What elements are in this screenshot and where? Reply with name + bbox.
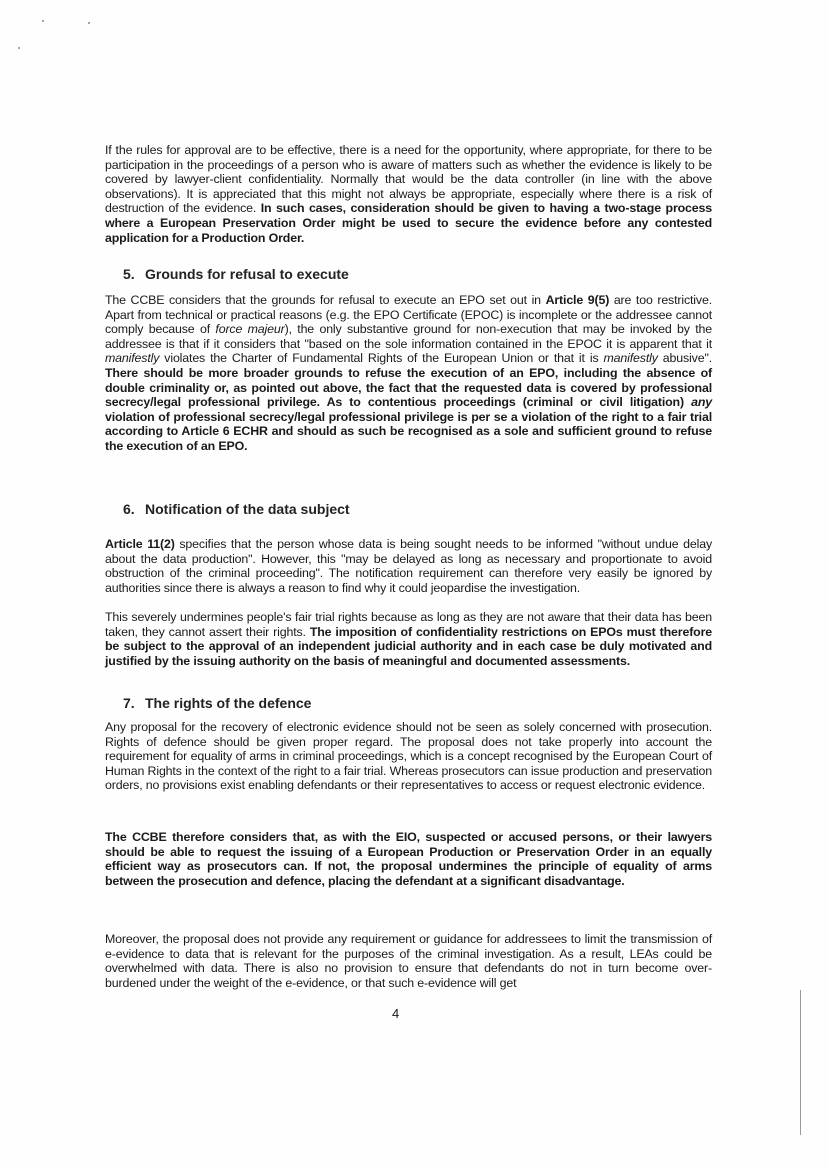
paragraph-defence-proposal	[105, 720, 712, 793]
paragraph-equality-of-arms	[105, 830, 712, 888]
scan-edge-line	[800, 990, 801, 1135]
text-run: If the rules for approval are to be effective, there is a need for the opportunity, where appropriate, for there to be participation in the proceedings of a person who is aware of matters such as whether the evidence is likely to be covered by lawyer-client confidentiality. Normally that would be the data controller (in line with the above observations). It is appreciated that this might not always be appropriate, especially where there is a risk of destruction of the evidence.	[105, 143, 712, 216]
emphasis-bold-text: The imposition of confidentiality restrictions on EPOs must therefore be subject to the approval of an independent judicial authority and in each case be duly motivated and justified by the issuing authority on the basis of meaningful and documented assessments.	[105, 624, 712, 668]
scan-speck	[18, 47, 20, 49]
paragraph-e-evidence-volume	[105, 932, 712, 990]
heading-title: Grounds for refusal to execute	[145, 266, 349, 282]
emphasis-bold-text: Article 9(5)	[545, 293, 610, 307]
paragraph-grounds	[105, 293, 712, 454]
emphasis-bold-text: The CCBE therefore considers that, as with the EIO, suspected or accused persons, or their lawyers should be able to request the issuing of a European Production or Preservation Order in an equally efficient way as prosecutors can. If not, the proposal undermines the principle of equality of arms between the prosecution and defence, placing the defendant at a significant disadvantage.	[105, 830, 712, 888]
heading-grounds-for-refusal	[123, 266, 349, 282]
text-run: violates the Charter of Fundamental Rights of the European Union or that it is	[159, 351, 604, 366]
heading-title: Notification of the data subject	[145, 501, 350, 517]
heading-number: 5.	[123, 266, 135, 282]
heading-number: 6.	[123, 501, 135, 517]
text-run: specifies that the person whose data is being sought needs to be informed "without undue delay about the data production". However, this "may be delayed as long as necessary and proportionate to avoid obstruction of the criminal proceeding". The notification requirement can therefore very easily be ignored by authorities since there is always a reason to find why it could jeopardise the investigation.	[105, 537, 712, 595]
emphasis-italic-text: manifestly	[603, 351, 658, 366]
emphasis-bold-text: Article 11(2)	[105, 537, 175, 551]
emphasis-italic-text: manifestly	[105, 351, 160, 366]
emphasis-bold-text: In such cases, consideration should be given to having a two-stage process where a European Preservation Order might be used to secure the evidence before any contested application for a Production Order.	[105, 201, 712, 245]
paragraph-fair-trial-rights	[105, 610, 712, 668]
emphasis-bold-text: There should be more broader grounds to refuse the execution of an EPO, including the absence of double criminality or, as pointed out above, the fact that the requested data is covered by professional secrecy/legal professional privilege. As to contentious proceedings (criminal or civil litigation)	[105, 365, 712, 410]
paragraph-approval	[105, 143, 712, 245]
heading-title: The rights of the defence	[145, 695, 312, 711]
text-run: The CCBE considers that the grounds for refusal to execute an EPO set out in	[105, 293, 546, 307]
heading-rights-of-defence	[123, 695, 311, 711]
text-run: Any proposal for the recovery of electronic evidence should not be seen as solely concerned with prosecution. Rights of defence should be given proper regard. The proposal does not take properly into account the requirement for equality of arms in criminal proceedings, which is a concept recognised by the European Court of Human Rights in the context of the right to a fair trial. Whereas prosecutors can issue production and preservation orders, no provisions exist enabling defendants or their representatives to access or request electronic evidence.	[105, 720, 712, 793]
text-run: abusive".	[657, 351, 712, 366]
page-number: 4	[392, 1006, 400, 1021]
emphasis-bold-text: any	[691, 395, 712, 410]
emphasis-bold-text: violation of professional secrecy/legal professional privilege is per se a violation of the right to a fair trial according to Article 6 ECHR and should as such be recognised as a sole and sufficient ground to refuse the execution of an EPO.	[105, 409, 712, 453]
emphasis-italic-text: force majeur	[215, 322, 285, 337]
paragraph-article-11	[105, 537, 712, 595]
text-run: Moreover, the proposal does not provide any requirement or guidance for addressees to limit the transmission of e-evidence to data that is relevant for the purposes of the criminal investigation. As a result, LEAs could be overwhelmed with data. There is also no provision to ensure that defendants do not in turn become over-burdened under the weight of the e-evidence, or that such e-evidence will get	[105, 932, 712, 990]
heading-notification	[123, 501, 350, 517]
scan-speck	[88, 22, 90, 24]
heading-number: 7.	[123, 695, 135, 711]
text-run: are too restrictive. Apart from technical or practical reasons (e.g. the EPO Certificate (EPOC) is incomplete or the addressee cannot comply because of	[105, 293, 712, 337]
scan-speck	[42, 20, 44, 22]
text-run: ), the only substantive ground for non-execution that may be invoked by the addressee is that if it considers that "based on the sole information contained in the EPOC it is apparent that it	[105, 322, 712, 351]
text-run: This severely undermines people's fair trial rights because as long as they are not aware that their data has been taken, they cannot assert their rights.	[105, 610, 712, 639]
